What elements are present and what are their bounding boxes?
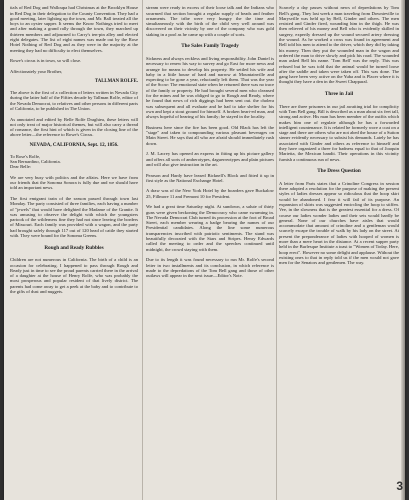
section-heading: The Sales Family Tragedy bbox=[181, 43, 239, 50]
salutation: To Rose's Rolfe, San Bernardino, California. Dear Belle: bbox=[10, 153, 61, 170]
scan-edge bbox=[401, 0, 405, 500]
paragraph: Affectionately your Brother, bbox=[10, 68, 63, 74]
paragraph: stream were ready in excess of their loose talk and the Indians who swarmed that section brought a regular supply of beads and feather ornaments. The tribe were very hungry the the time and simultaneously with the birth of the child very well around was discovered on their vicinity by one of the company who was gold staking in a pool as he came up with a couple of sorts. bbox=[146, 5, 274, 37]
page-number: 3 bbox=[396, 479, 403, 493]
section-heading: The Dress Question bbox=[317, 168, 361, 175]
paragraph: The above is the first of a collection of letters written in Nevada City during the latter half of the Fifties decade by Tallman Rolfe, editor of the Nevada Democrat, to relatives and other persons in different parts of California, to be published in The Union. bbox=[10, 90, 138, 111]
signature: TALLMAN ROLFE. bbox=[94, 79, 138, 85]
newspaper-clipping bbox=[4, 0, 405, 500]
column-divider bbox=[142, 0, 143, 500]
column-left bbox=[10, 0, 138, 300]
paragraph: J. M. Lacrey has opened an express in fitting up his picture gallery and offers all sorts of amberotypes, daguerreotypes and plain pictures and will also give instruction in the art. bbox=[146, 151, 274, 167]
paragraph: The first emigrant train of the season passed through town last Monday. The party consisted of three families, each having a number of "jewels" that would have delighted the Madame of the Granite. It was amusing to observe the delight with which the youngsters partook of the wilderness fine they had not since leaving the borders of Missouri. Each family was provided with a wagon, and the party had brought safely through 117 out of 120 head of cattle they started with. They were bound for the Sonoma Greens. bbox=[10, 195, 138, 239]
paragraph: We are very busy with politics and the affairs. Here we have from our friends that the Sonoma Sonora is fully due and we should have told an important news. bbox=[10, 174, 138, 191]
paragraph: Business here since the fire has been good. Old Black has left the "stage" and taken to compounding various pleasant beverages on Main Street. He says that all who are afraid should immediately rush down. bbox=[146, 124, 274, 146]
column-right bbox=[279, 0, 399, 271]
paragraph: tials of Red Dog and Walloupa had Christmas at the Brooklyn House in Red Dog in their delegation to the County Convention. They had a good meeting, later lighting up the town, and Mr. Ball treated all the boys to an oyster supper. It seems the Know Nothings tried to meet and after making a grand rally through the town, they marched up thirteen members and adjourned to Carry's ten-pin alley and elected eight delegates. The list of eight names was made out by the Rose Hotel Nothing of Red Dog and as they were in the majority at the meeting they had no difficulty to elect themselves. bbox=[10, 5, 138, 53]
paragraph: Scarcely a day passes without news of depredations by Tom Bell's gang. They last week a man traveling from Downieville to Marysville was held up by Bell, Ginder and others. The men resisted and Ginder fired, wounding him in the thigh. He was then relieved of his money and Bell who is evidently skilled in surgery, expertly dressed up the wound secured artery dressing the wound. As he worked a cross was found in agreement and Bell told his men to attend to the driver, which they did by taking his money. Then they put the wounded man in the wagon and ordered the man to drive slowly and pick his road. The wounded man asked Bell his name. 'Tom Bell' was the reply. This was refused but he was told that the animal would be turned loose after the saddle and taken were taken off. This was done. The gang have been very active on the Yuba and is Placer where it is thought they have a den in the Sweet Chapparal. bbox=[279, 5, 399, 85]
paragraph: As annotated and edited by Belle Rolfe Draghiea, these letters will not only treat of major historical themes, but will also carry a thread of romance, the first hint of which is given in the closing line of the above letter—the reference to Rowe's Circus. bbox=[10, 116, 138, 138]
paragraph: There are three prisoners in our jail awaiting trial for complicity with Tom Bell gang. Bill is described as a man about six feet tall, strong and active. His man has been member of the outfits which makes him one of regulate although he has a forwarded intelligent countenance. It is related he formerly wore a coat on a stage and there are others who are not abed the house of a Sutton sinner evidently necessary to subsist his demands. Lately he has associated with Ginder and others as reference to himself and they have organized a three for badness equal to that of Joaquin Marietta, the Mexican bandit. Their operations in this vicinity furnish a continuous run of news. bbox=[279, 103, 399, 162]
paragraph: A draw was of the New York Hotel by the boarders gave Buckalow 25, Fillmore 11 and Fremont 10 for President. bbox=[146, 188, 274, 199]
paragraph: A letter from Paris states that a Crinoline Congress in session there adopted a resolution for the purpose of making the present styles of ladies dresses appear so ridiculous that the hoop skirt would be abandoned. I fear it will fail of its purpose. An expansion of skirts was suggested encircling the hoop to stiffen. Vee, in the slowness that is the greatest essential for a dress. Of course our ladies wonder ladies and their sets would hardly be general. None of our churches have aisles that would accommodate that amount of crinoline and a gentleman would scarcely escape the trouble of walk by his lady on the street. At present the preponderance of ladies with hooped of women is more than a mere heart in the distance. At a recent supper party held in the Burlesque Institute a toast to "Women of Today. Here, hoop erect". However no some delight and applause. Without the existing ones to that in reply told us if the men would not gave men for the Senators and gentlemen. The way. bbox=[279, 180, 399, 266]
paragraph: Children are not numerous in California. The birth of a child is an occasion for celebrating. I happened to pass through Rough and Ready just in time to see the proud parents carried there in the arrival of a daughter at the house of Henry Rolfe, who was probably the most prosperous and popular resident of that lively district. The parents had come away to get a peek at the baby and to contribute to the gifts of dust and nuggets. bbox=[10, 257, 138, 295]
editor-note: Due to its length it was found necessary to run Mr. Rolfe's second letter in two installments and its conclusion, in which reference is made to the depredations of the Tom Bell gang and those of other outlaws will appear in the next issue—Editor's Note. bbox=[146, 257, 274, 279]
paragraph: Pearson and Hardy have leased Bicknell's Block and fitted it up in first style as the National Exchange Hotel. bbox=[146, 172, 274, 183]
section-heading: Three in Jail bbox=[324, 91, 354, 98]
paragraph: Rowe's circus is in town, so will close. bbox=[10, 58, 82, 64]
dateline: NEVADA, CALIFORNIA, Sept. 12, 1856. bbox=[29, 143, 119, 149]
section-heading: Rough and Ready Rubbles bbox=[44, 244, 104, 251]
paragraph: Sickness and always reckless and living responsibility. John Daniel is necessary to renew his way to survey and go East for more news and arrange for means to develop his property. He settled his wife and baby in a little house of hard and narrow at Mountainville and expecting to be gone a year, reluctantly left them. That was the year of the Scow: The emotional state when he returned there was no trace of the family or property. He had brought several men who cleansed for the mines and he was obliged to go to Rough and Ready, where he found that news of rich diggings had been sent out. the cholera was subsequent and all evaluate and he had to take shelter for his own and kept a stout ground for himself. A broken heart-ed man, and always hopeful of hearing of his family; he stayed in the locality. bbox=[146, 55, 274, 120]
column-divider bbox=[276, 0, 277, 500]
paragraph: We had a great time Saturday night. At sundown, a salute of thirty guns were given beckoning the Democracy who came swarming in. The Nevada Democrat Club turned its procession at the foot of Broad Street, each member wearing a badge bearing the names of our Presidential candidates. Along the line some numerous transparencies inscribed with patriotic sentiments. The stand was beautifully decorated with the Stars and Stripes. Henry Edwards called the meeting to order and the speeches continued until midnight, the crowd staying with them. bbox=[146, 204, 274, 252]
column-middle bbox=[146, 0, 274, 284]
